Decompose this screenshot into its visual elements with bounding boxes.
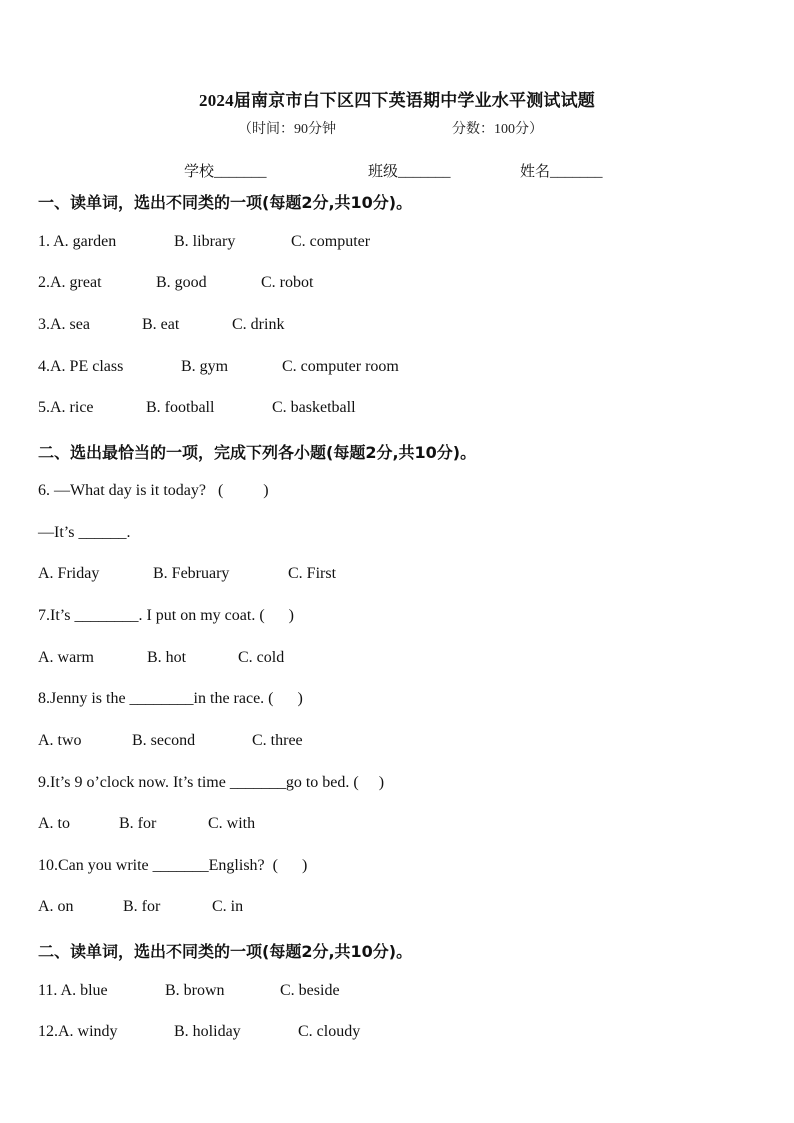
q12-option-a: 12.A. windy [38, 1023, 118, 1040]
q10-option-c: C. in [212, 898, 244, 915]
q8-stem: 8.Jenny is the ________in the race. ( ) [38, 690, 303, 707]
q10-option-b: B. for [123, 898, 161, 915]
q8-option-b: B. second [132, 732, 196, 749]
q2-option-b: B. good [156, 274, 207, 291]
q3-option-c: C. drink [232, 316, 285, 333]
q6-option-a: A. Friday [38, 565, 100, 582]
q12-option-b: B. holiday [174, 1023, 241, 1040]
q9-option-b: B. for [119, 815, 157, 832]
q11-option-a: 11. A. blue [38, 982, 108, 999]
q10-stem: 10.Can you write _______English? ( ) [38, 857, 308, 874]
q4-option-c: C. computer room [282, 358, 399, 375]
q11-option-c: C. beside [280, 982, 340, 999]
section-2-heading: 二、选出最恰当的一项，完成下列各小题(每题2分,共10分)。 [38, 443, 477, 462]
q4-option-b: B. gym [181, 358, 229, 375]
q6-answer-line: —It’s ______. [38, 524, 131, 541]
q2-option-c: C. robot [261, 274, 314, 291]
q7-stem: 7.It’s ________. I put on my coat. ( ) [38, 607, 294, 624]
q7-option-b: B. hot [147, 649, 187, 666]
score-info: 分数：100分） [452, 122, 543, 137]
q8-option-c: C. three [252, 732, 303, 749]
q6-option-c: C. First [288, 565, 337, 582]
q6-stem: 6. —What day is it today? ( ) [38, 482, 269, 499]
q12-option-c: C. cloudy [298, 1023, 361, 1040]
q7-option-c: C. cold [238, 649, 285, 666]
q1-option-b: B. library [174, 233, 236, 250]
q8-option-a: A. two [38, 732, 82, 749]
q9-option-c: C. with [208, 815, 256, 832]
q9-option-a: A. to [38, 815, 70, 832]
q7-option-a: A. warm [38, 649, 94, 666]
section-3-heading: 二、读单词，选出不同类的一项(每题2分,共10分)。 [38, 942, 413, 961]
name-field: 姓名_______ [520, 164, 603, 180]
q5-option-b: B. football [146, 399, 215, 416]
q6-option-b: B. February [153, 565, 230, 582]
time-info: （时间：90分钟 [238, 122, 336, 137]
q1-option-a: 1. A. garden [38, 233, 117, 250]
q10-option-a: A. on [38, 898, 74, 915]
q1-option-c: C. computer [291, 233, 371, 250]
q4-option-a: 4.A. PE class [38, 358, 124, 375]
section-1-heading: 一、读单词，选出不同类的一项(每题2分,共10分)。 [38, 193, 413, 212]
q3-option-b: B. eat [142, 316, 180, 333]
q9-stem: 9.It’s 9 o’clock now. It’s time _______go to bed. ( ) [38, 774, 385, 791]
q2-option-a: 2.A. great [38, 274, 102, 291]
school-field: 学校_______ [184, 164, 267, 180]
q3-option-a: 3.A. sea [38, 316, 90, 333]
page-title: 2024届南京市白下区四下英语期中学业水平测试试题 [199, 91, 595, 110]
q5-option-a: 5.A. rice [38, 399, 94, 416]
q11-option-b: B. brown [165, 982, 225, 999]
class-field: 班级_______ [368, 164, 451, 180]
q5-option-c: C. basketball [272, 399, 356, 416]
